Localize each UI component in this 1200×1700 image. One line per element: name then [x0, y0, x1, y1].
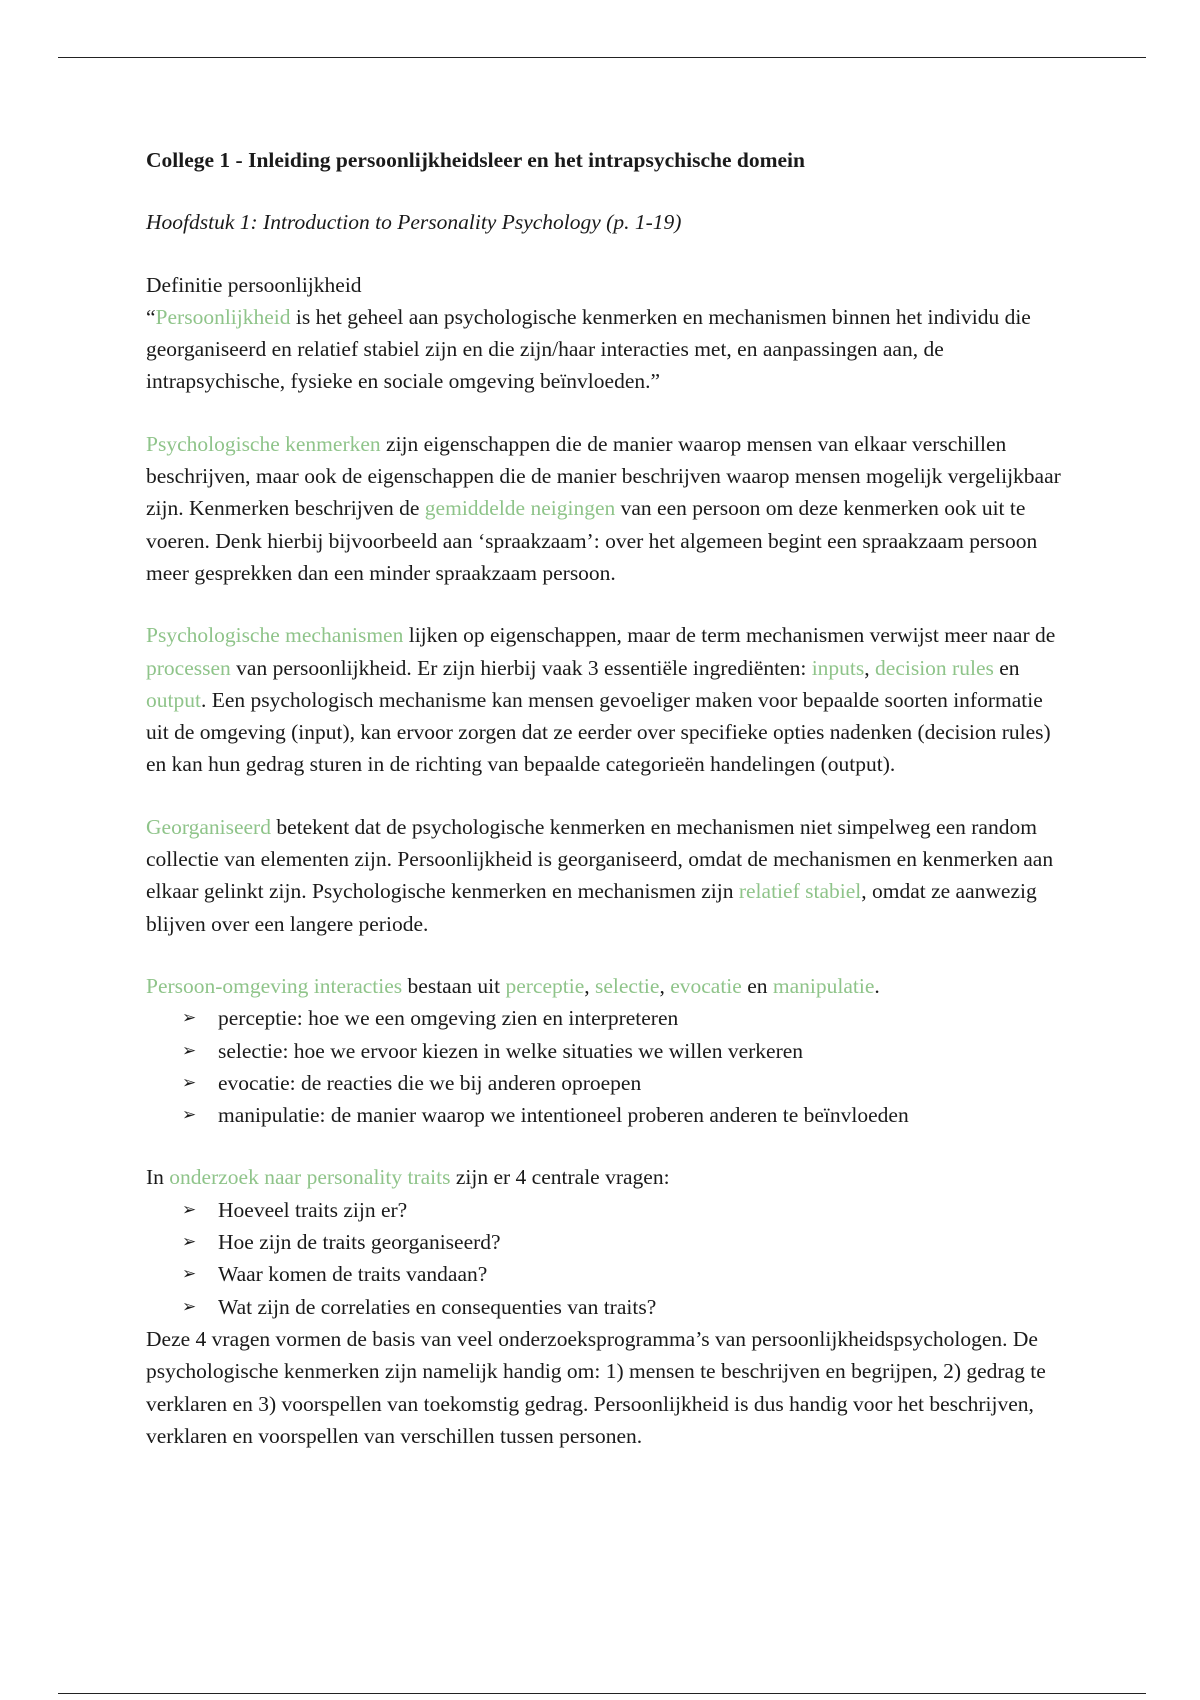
georganiseerd-paragraph — [146, 811, 1066, 940]
arrow-bullet-icon: ➢ — [182, 1008, 197, 1029]
arrow-bullet-icon: ➢ — [182, 1264, 197, 1285]
list-item — [182, 1002, 1066, 1034]
traits-text-1: zijn er 4 centrale vragen: — [450, 1165, 670, 1190]
page-top-rule — [58, 57, 1146, 58]
list-item-text: evocatie: de reacties die we bij anderen oproepen — [218, 1070, 642, 1095]
separator: en — [741, 973, 773, 998]
mechanismen-paragraph — [146, 619, 1066, 780]
definition-heading: Definitie persoonlijkheid — [146, 272, 362, 297]
list-item-text: Hoeveel traits zijn er? — [218, 1197, 408, 1222]
term-perceptie: perceptie — [505, 973, 585, 998]
arrow-bullet-icon: ➢ — [182, 1232, 197, 1253]
separator: , — [659, 973, 671, 998]
separator: , — [864, 655, 876, 680]
list-item-text: Waar komen de traits vandaan? — [218, 1262, 488, 1287]
list-item-text: Wat zijn de correlaties en consequenties van traits? — [218, 1294, 657, 1319]
list-item — [182, 1035, 1066, 1067]
georganiseerd-text-2: , omdat ze aanwezig blijven over een langere periode. — [146, 879, 1037, 936]
list-item — [182, 1258, 1066, 1290]
separator: en — [993, 655, 1020, 680]
interacties-list — [146, 1002, 1066, 1131]
definition-text: is het geheel aan psychologische kenmerken en mechanismen binnen het individu die georganiseerd en relatief stabiel zijn en die zijn/haar interacties met, en aanpassingen aan, de intrapsychische, fysieke en sociale omgeving beïnvloeden.” — [146, 304, 1031, 394]
traits-paragraph — [146, 1161, 1066, 1193]
list-item-text: perceptie: hoe we een omgeving zien en interpreteren — [218, 1006, 679, 1031]
quote-open: “ — [146, 304, 156, 329]
arrow-bullet-icon: ➢ — [182, 1296, 197, 1317]
term-evocatie: evocatie — [670, 973, 742, 998]
term-onderzoek-personality-traits: onderzoek naar personality traits — [169, 1165, 451, 1190]
document-body — [146, 144, 1066, 1452]
term-persoon-omgeving-interacties: Persoon-omgeving interacties — [146, 973, 403, 998]
traits-text-0: In — [146, 1165, 170, 1190]
interacties-text-2: . — [874, 973, 880, 998]
georganiseerd-text-1: betekent dat de psychologische kenmerken en mechanismen niet simpelweg een random collectie van elementen zijn. Persoonlijkheid is georganiseerd, omdat de mechanismen en kenmerken aan elkaar gelinkt zijn. Psychologische kenmerken en mechanismen zijn — [146, 814, 1054, 904]
term-georganiseerd: Georganiseerd — [146, 814, 271, 839]
kenmerken-text-1: zijn eigenschappen die de manier waarop mensen van elkaar verschillen beschrijven, maar ook de eigenschappen die de manier beschrijven waarop mensen mogelijk vergelijkbaar zijn. Kenmerken beschrijven de — [146, 431, 1061, 521]
list-item — [182, 1226, 1066, 1258]
term-decision-rules: decision rules — [875, 655, 994, 680]
page-title: College 1 - Inleiding persoonlijkheidsleer en het intrapsychische domein — [146, 148, 805, 172]
arrow-bullet-icon: ➢ — [182, 1199, 197, 1220]
page-bottom-rule — [58, 1693, 1146, 1694]
kenmerken-text-2: van een persoon om deze kenmerken ook uit te voeren. Denk hierbij bijvoorbeeld aan ‘spraakzaam’: over het algemeen begint een spraakzaam persoon meer gesprekken dan een minder spraakzaam persoon. — [146, 496, 1038, 585]
list-item — [182, 1194, 1066, 1226]
separator: , — [584, 973, 595, 998]
term-processen: processen — [146, 655, 231, 680]
arrow-bullet-icon: ➢ — [182, 1040, 197, 1061]
traits-list — [146, 1194, 1066, 1323]
list-item — [182, 1067, 1066, 1099]
term-inputs: inputs — [811, 655, 865, 680]
term-psychologische-kenmerken: Psychologische kenmerken — [146, 431, 381, 456]
term-gemiddelde-neigingen: gemiddelde neigingen — [424, 496, 616, 521]
list-item — [182, 1099, 1066, 1131]
mechanismen-text-2: van persoonlijkheid. Er zijn hierbij vaak 3 essentiële ingrediënten: — [230, 655, 812, 680]
term-psychologische-mechanismen: Psychologische mechanismen — [146, 623, 404, 648]
mechanismen-text-1: lijken op eigenschappen, maar de term mechanismen verwijst meer naar de — [403, 623, 1056, 648]
list-item-text: Hoe zijn de traits georganiseerd? — [218, 1230, 501, 1255]
arrow-bullet-icon: ➢ — [182, 1105, 197, 1126]
chapter-subtitle: Hoofdstuk 1: Introduction to Personality Psychology (p. 1-19) — [146, 210, 682, 235]
term-relatief-stabiel: relatief stabiel — [738, 879, 862, 904]
term-manipulatie: manipulatie — [772, 973, 875, 998]
kenmerken-paragraph — [146, 428, 1066, 589]
list-item — [182, 1291, 1066, 1323]
term-output: output — [146, 687, 201, 712]
list-item-text: selectie: hoe we ervoor kiezen in welke situaties we willen verkeren — [218, 1038, 804, 1063]
list-item-text: manipulatie: de manier waarop we intentioneel proberen anderen te beïnvloeden — [218, 1103, 909, 1128]
traits-closing-paragraph: Deze 4 vragen vormen de basis van veel onderzoeksprogramma’s van persoonlijkheidspsychologen. De psychologische kenmerken zijn namelijk handig om: 1) mensen te beschrijven en begrijpen, 2) gedrag te verklaren en 3) voorspellen van toekomstig gedrag. Persoonlijkheid is dus handig voor het beschrijven, verklaren en voorspellen van verschillen tussen personen. — [146, 1326, 1046, 1448]
arrow-bullet-icon: ➢ — [182, 1072, 197, 1093]
interacties-paragraph — [146, 970, 1066, 1002]
term-selectie: selectie — [594, 973, 660, 998]
term-persoonlijkheid: Persoonlijkheid — [155, 304, 291, 329]
definition-paragraph — [146, 269, 1066, 398]
interacties-text-1: bestaan uit — [402, 973, 506, 998]
mechanismen-text-3: . Een psychologisch mechanisme kan mensen gevoeliger maken voor bepaalde soorten informatie uit de omgeving (input), kan ervoor zorgen dat ze eerder over specifieke opties nadenken (decision rules) en kan hun gedrag sturen in de richting van bepaalde categorieën handelingen (output). — [146, 687, 1051, 777]
